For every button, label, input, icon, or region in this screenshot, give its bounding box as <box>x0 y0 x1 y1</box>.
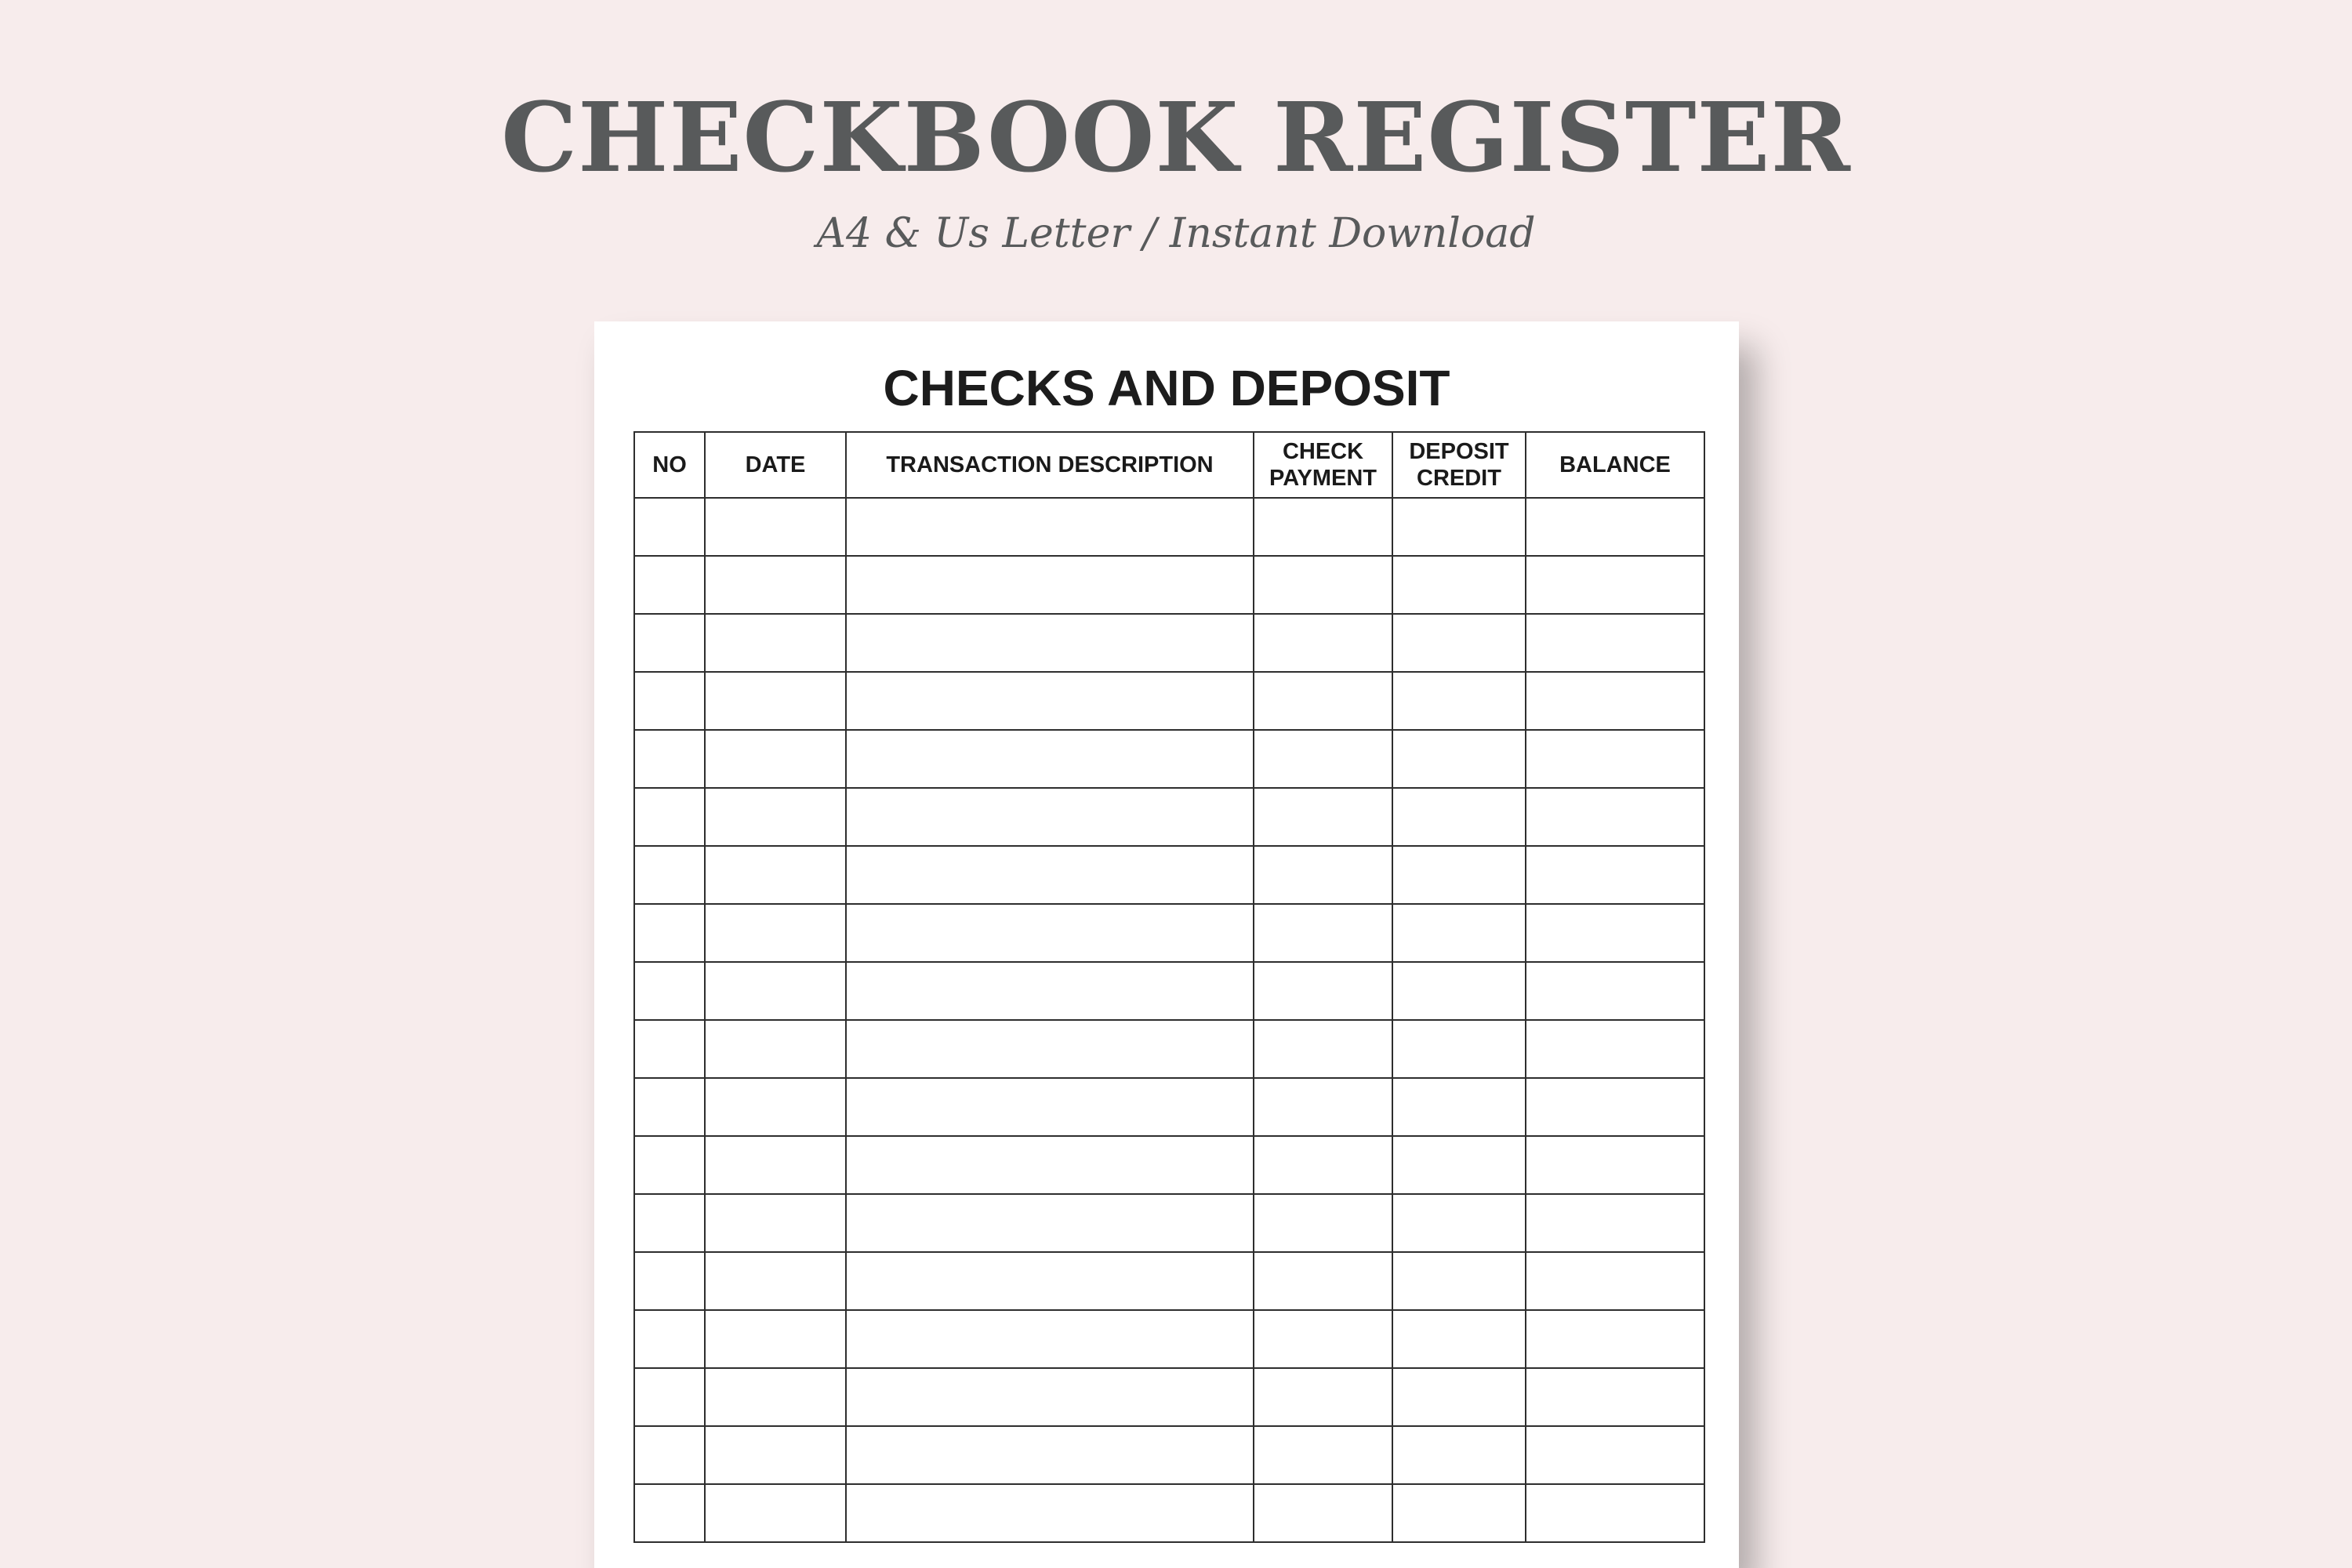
table-cell <box>1392 846 1526 904</box>
table-cell <box>705 1310 846 1368</box>
table-cell <box>1392 1484 1526 1542</box>
table-cell <box>634 904 705 962</box>
table-cell <box>705 1426 846 1484</box>
table-row <box>634 846 1704 904</box>
column-header-label: CREDIT <box>1417 466 1501 491</box>
table-cell <box>705 788 846 846</box>
table-cell <box>1526 498 1704 556</box>
table-cell <box>705 1252 846 1310</box>
table-cell <box>846 498 1254 556</box>
column-header-deposit-credit <box>1392 432 1526 498</box>
table-row <box>634 614 1704 672</box>
column-header-label: DEPOSIT <box>1409 439 1509 464</box>
table-cell <box>634 1368 705 1426</box>
table-cell <box>1254 904 1392 962</box>
register-table <box>633 431 1705 1543</box>
table-cell <box>1526 1020 1704 1078</box>
table-row <box>634 1020 1704 1078</box>
table-cell <box>634 556 705 614</box>
table-cell <box>1254 1310 1392 1368</box>
table-row <box>634 498 1704 556</box>
column-header-transaction-description <box>846 432 1254 498</box>
table-cell <box>634 1252 705 1310</box>
table-cell <box>1254 1368 1392 1426</box>
table-cell <box>846 1136 1254 1194</box>
table-cell <box>846 614 1254 672</box>
table-cell <box>1254 730 1392 788</box>
table-cell <box>705 1484 846 1542</box>
table-cell <box>1526 556 1704 614</box>
table-cell <box>634 788 705 846</box>
table-row <box>634 1484 1704 1542</box>
table-cell <box>1526 1194 1704 1252</box>
table-cell <box>705 1020 846 1078</box>
table-header-row <box>634 432 1704 498</box>
table-cell <box>1254 498 1392 556</box>
table-cell <box>634 1194 705 1252</box>
table-cell <box>1392 904 1526 962</box>
table-row <box>634 1078 1704 1136</box>
table-row <box>634 904 1704 962</box>
table-row <box>634 1368 1704 1426</box>
table-cell <box>634 1136 705 1194</box>
table-cell <box>1392 556 1526 614</box>
table-cell <box>1392 1310 1526 1368</box>
table-cell <box>1254 672 1392 730</box>
table-row <box>634 1194 1704 1252</box>
table-row <box>634 788 1704 846</box>
table-cell <box>1392 1078 1526 1136</box>
table-row <box>634 730 1704 788</box>
column-header-check-payment <box>1254 432 1392 498</box>
table-cell <box>1392 1252 1526 1310</box>
column-header-label: TRANSACTION DESCRIPTION <box>886 452 1214 477</box>
table-cell <box>1526 1484 1704 1542</box>
table-cell <box>634 1078 705 1136</box>
table-cell <box>634 1426 705 1484</box>
table-cell <box>1254 1136 1392 1194</box>
table-cell <box>1526 1426 1704 1484</box>
table-cell <box>1526 788 1704 846</box>
page-subtitle: A4 & Us Letter / Instant Download <box>816 210 1536 257</box>
table-cell <box>846 846 1254 904</box>
table-row <box>634 556 1704 614</box>
table-cell <box>634 1484 705 1542</box>
table-cell <box>846 1484 1254 1542</box>
table-row <box>634 1136 1704 1194</box>
table-cell <box>705 1194 846 1252</box>
table-cell <box>634 498 705 556</box>
table-cell <box>1526 1310 1704 1368</box>
table-cell <box>1526 904 1704 962</box>
table-cell <box>705 672 846 730</box>
column-header-no <box>634 432 705 498</box>
table-cell <box>846 556 1254 614</box>
table-cell <box>1254 1078 1392 1136</box>
register-body <box>634 498 1704 1542</box>
table-cell <box>705 962 846 1020</box>
table-cell <box>846 1020 1254 1078</box>
table-cell <box>1392 672 1526 730</box>
table-cell <box>1254 962 1392 1020</box>
table-cell <box>1392 1020 1526 1078</box>
table-cell <box>634 846 705 904</box>
table-cell <box>1254 788 1392 846</box>
table-cell <box>1526 730 1704 788</box>
table-cell <box>1254 846 1392 904</box>
table-cell <box>705 1368 846 1426</box>
table-cell <box>1392 1368 1526 1426</box>
table-cell <box>1392 498 1526 556</box>
table-cell <box>1392 614 1526 672</box>
table-cell <box>1392 730 1526 788</box>
table-cell <box>1254 1194 1392 1252</box>
table-row <box>634 1252 1704 1310</box>
table-cell <box>705 614 846 672</box>
table-cell <box>1526 672 1704 730</box>
table-cell <box>1526 1136 1704 1194</box>
table-cell <box>705 1078 846 1136</box>
table-cell <box>1526 962 1704 1020</box>
table-cell <box>1254 1484 1392 1542</box>
table-cell <box>1254 1252 1392 1310</box>
table-cell <box>846 1252 1254 1310</box>
column-header-label: CHECK <box>1282 439 1364 464</box>
table-row <box>634 962 1704 1020</box>
column-header-label: BALANCE <box>1559 452 1671 477</box>
table-cell <box>634 672 705 730</box>
table-cell <box>634 614 705 672</box>
column-header-label: DATE <box>745 452 806 477</box>
table-cell <box>846 672 1254 730</box>
table-cell <box>705 904 846 962</box>
table-row <box>634 1310 1704 1368</box>
table-cell <box>846 1194 1254 1252</box>
table-cell <box>1254 556 1392 614</box>
table-cell <box>1526 1078 1704 1136</box>
table-cell <box>705 556 846 614</box>
table-cell <box>634 730 705 788</box>
table-cell <box>846 1310 1254 1368</box>
table-row <box>634 672 1704 730</box>
table-cell <box>1392 1136 1526 1194</box>
table-cell <box>705 498 846 556</box>
table-cell <box>846 1078 1254 1136</box>
table-cell <box>1392 1194 1526 1252</box>
sheet-title: CHECKS AND DEPOSIT <box>883 360 1450 416</box>
table-cell <box>846 962 1254 1020</box>
column-header-date <box>705 432 846 498</box>
table-cell <box>705 730 846 788</box>
table-cell <box>1392 962 1526 1020</box>
table-cell <box>1526 846 1704 904</box>
table-cell <box>705 846 846 904</box>
table-cell <box>634 1020 705 1078</box>
table-cell <box>846 1426 1254 1484</box>
table-cell <box>634 1310 705 1368</box>
table-cell <box>1392 1426 1526 1484</box>
column-header-label: PAYMENT <box>1269 466 1377 491</box>
table-cell <box>1526 1252 1704 1310</box>
table-cell <box>1526 614 1704 672</box>
table-cell <box>1254 614 1392 672</box>
table-cell <box>846 730 1254 788</box>
register-sheet <box>594 321 1739 1568</box>
table-cell <box>634 962 705 1020</box>
table-cell <box>846 1368 1254 1426</box>
table-cell <box>846 788 1254 846</box>
table-cell <box>1254 1426 1392 1484</box>
table-cell <box>705 1136 846 1194</box>
table-cell <box>1254 1020 1392 1078</box>
table-cell <box>846 904 1254 962</box>
page-title: CHECKBOOK REGISTER <box>501 81 1851 194</box>
column-header-balance <box>1526 432 1704 498</box>
table-row <box>634 1426 1704 1484</box>
table-cell <box>1392 788 1526 846</box>
table-cell <box>1526 1368 1704 1426</box>
column-header-label: NO <box>652 452 687 477</box>
